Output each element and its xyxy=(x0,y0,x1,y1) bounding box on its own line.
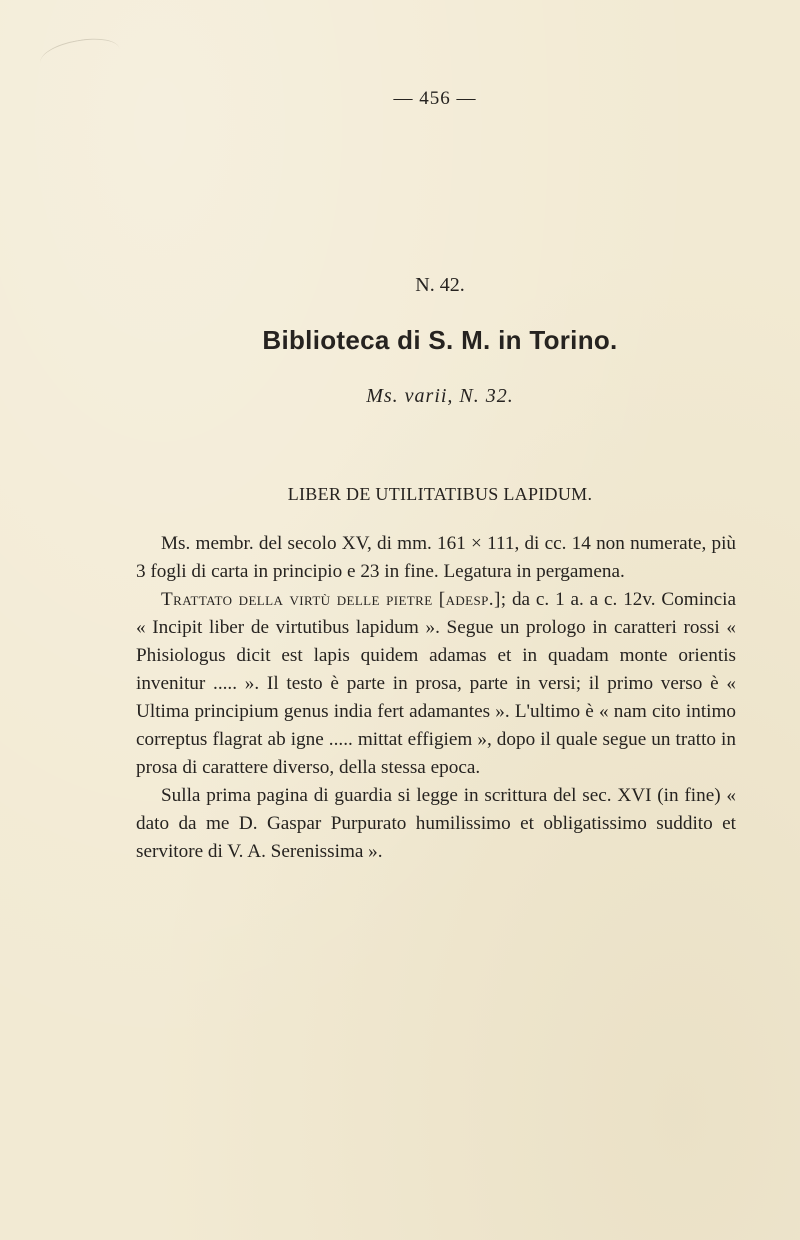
library-heading: Biblioteca di S. M. in Torino. xyxy=(262,325,618,355)
description-body xyxy=(136,530,736,866)
paper-stain xyxy=(38,33,122,77)
contents-text: ; da c. 1 a. a c. 12v. Comincia « Incipit liber de virtutibus lapidum ». Segue un prologo in caratteri rossi « Phisiologus dicit est lapis quidem adamas et in quadam monte orientis invenitur ..... ». Il testo è parte in prosa, parte in versi; il primo verso è « Ultima principium genus india fert adamantes ». L'ultimo è « nam cito intimo correptus flagrat ab igne ..... mittat effigiem », dopo il quale segue un tratto in prosa di carattere diverso, della stessa epoca. xyxy=(136,589,736,778)
work-title: LIBER DE UTILITATIBUS LAPIDUM. xyxy=(287,484,593,504)
paragraph-physical-description: Ms. membr. del secolo XV, di mm. 161 × 111, di cc. 14 non numerate, più 3 fogli di carta in principio e 23 in fine. Legatura in pergamena. xyxy=(136,533,736,582)
entry-number: N. 42. xyxy=(415,274,465,296)
treatise-title: Trattato della virtù delle pietre [adesp.] xyxy=(161,589,501,610)
page-number: — 456 — xyxy=(393,88,477,109)
paragraph-contents xyxy=(136,586,736,782)
shelfmark: Ms. varii, N. 32. xyxy=(366,385,514,407)
paragraph-flyleaf-note: Sulla prima pagina di guardia si legge in scrittura del sec. XVI (in fine) « dato da me D. Gaspar Purpurato humilissimo et obligatissimo suddito et servitore di V. A. Serenissima ». xyxy=(136,785,736,862)
